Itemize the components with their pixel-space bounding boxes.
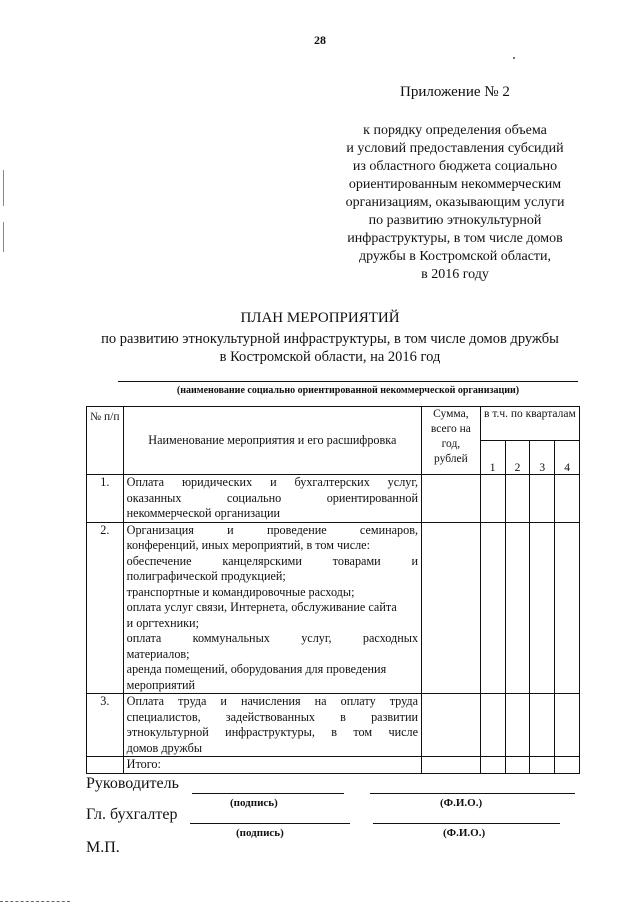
stamp-label: М.П. [86, 839, 120, 856]
row-q2-cell[interactable] [505, 475, 530, 523]
head-signature-caption: (подпись) [230, 797, 278, 809]
table-row [87, 522, 580, 694]
total-sum-cell[interactable] [422, 757, 481, 774]
row-line: Оплата труда и начисления на оплату труда [126, 694, 419, 708]
table-header-row [87, 407, 580, 441]
accountant-signature-label: Гл. бухгалтер [86, 806, 178, 823]
row-line: Организация и проведение семинаров, [126, 522, 419, 537]
row-line: оплата коммунальных услуг, расходных [126, 631, 419, 645]
row-q1-cell[interactable] [480, 475, 505, 523]
organization-name-line[interactable] [118, 381, 578, 382]
row-sum-cell[interactable] [422, 475, 481, 523]
plan-subtitle-line: в Костромской области, на 2016 год [219, 349, 441, 365]
plan-table [86, 406, 580, 774]
row-description [123, 522, 421, 694]
appendix-description [330, 122, 580, 284]
row-q1-cell[interactable] [480, 694, 505, 757]
header-q3: 3 [530, 441, 555, 475]
head-signature-line[interactable] [192, 793, 344, 794]
scan-margin-mark [3, 170, 4, 206]
head-signature-label: Руководитель [86, 775, 179, 792]
row-line: оплата услуг связи, Интернета, обслуживание сайта [126, 600, 397, 614]
row-line: обеспечение канцелярскими товарами и [126, 553, 419, 568]
row-sum-cell[interactable] [422, 694, 481, 757]
row-line: материалов; [126, 646, 190, 661]
row-number: 2. [87, 522, 124, 694]
row-line: и оргтехники; [126, 615, 199, 630]
row-sum-cell[interactable] [422, 522, 481, 694]
scan-margin-mark [3, 222, 4, 252]
plan-subtitle-line: по развитию этнокультурной инфраструктуры, в том числе домов дружбы [101, 331, 559, 347]
header-num: № п/п [87, 407, 124, 475]
scan-speck [513, 57, 515, 59]
row-line: Оплата юридических и бухгалтерских услуг, [126, 475, 419, 489]
appendix-line: из областного бюджета социально [352, 159, 558, 174]
row-line: аренда помещений, оборудования для проведения [126, 662, 387, 676]
row-number: 3. [87, 694, 124, 757]
appendix-line: по развитию этнокультурной [368, 213, 542, 228]
row-line: мероприятий [126, 677, 196, 692]
appendix-line: и условий предоставления субсидий [346, 141, 564, 156]
row-q2-cell[interactable] [505, 694, 530, 757]
header-q4: 4 [555, 441, 580, 475]
appendix-line: ориентированным некоммерческим [348, 177, 562, 192]
row-q2-cell[interactable] [505, 522, 530, 694]
row-q4-cell[interactable] [555, 694, 580, 757]
total-q4-cell[interactable] [555, 757, 580, 774]
organization-name-caption: (наименование социально ориентированной некоммерческой организации) [176, 385, 520, 396]
row-q3-cell[interactable] [530, 475, 555, 523]
appendix-title: Приложение № 2 [400, 84, 510, 100]
header-q1: 1 [480, 441, 505, 475]
appendix-line: в 2016 году [421, 267, 489, 282]
appendix-line: дружбы в Костромской области, [358, 249, 552, 264]
total-number-cell [87, 757, 124, 774]
head-name-caption: (Ф.И.О.) [440, 797, 483, 809]
total-q2-cell[interactable] [505, 757, 530, 774]
row-q1-cell[interactable] [480, 522, 505, 694]
row-line: оказанных социально ориентированной [126, 490, 419, 505]
header-name: Наименование мероприятия и его расшифровка [123, 407, 421, 475]
header-sum: Сумма, всего на год, рублей [422, 407, 481, 475]
row-line: этнокультурной инфраструктуры, в том числе [126, 725, 419, 739]
header-q2: 2 [505, 441, 530, 475]
accountant-signature-caption: (подпись) [236, 827, 284, 839]
header-quarters: в т.ч. по кварталам [480, 407, 579, 441]
page-number: 28 [314, 33, 326, 47]
plan-subtitle [70, 330, 590, 366]
table-row [87, 475, 580, 523]
row-line: домов дружбы [126, 740, 203, 755]
total-label: Итого: [123, 757, 421, 774]
row-q4-cell[interactable] [555, 522, 580, 694]
row-line: конференций, иных мероприятий, в том числе: [126, 538, 370, 552]
row-q4-cell[interactable] [555, 475, 580, 523]
row-line: транспортные и командировочные расходы; [126, 584, 355, 599]
accountant-name-caption: (Ф.И.О.) [443, 827, 486, 839]
total-q1-cell[interactable] [480, 757, 505, 774]
plan-title: ПЛАН МЕРОПРИЯТИЙ [240, 310, 400, 326]
row-q3-cell[interactable] [530, 694, 555, 757]
head-name-line[interactable] [370, 793, 575, 794]
table-total-row [87, 757, 580, 774]
row-line: специалистов, задействованных в развитии [126, 709, 419, 724]
row-q3-cell[interactable] [530, 522, 555, 694]
accountant-signature-line[interactable] [190, 823, 350, 824]
row-description [123, 475, 421, 523]
appendix-line: к порядку определения объема [363, 123, 547, 138]
total-q3-cell[interactable] [530, 757, 555, 774]
row-number: 1. [87, 475, 124, 523]
appendix-line: инфраструктуры, в том числе домов [347, 231, 563, 246]
row-line: полиграфической продукцией; [126, 569, 286, 583]
appendix-line: организациям, оказывающим услуги [345, 195, 565, 210]
row-description [123, 694, 421, 757]
scan-bottom-edge [0, 901, 70, 902]
table-row [87, 694, 580, 757]
row-line: некоммерческой организации [126, 506, 281, 520]
accountant-name-line[interactable] [373, 823, 560, 824]
